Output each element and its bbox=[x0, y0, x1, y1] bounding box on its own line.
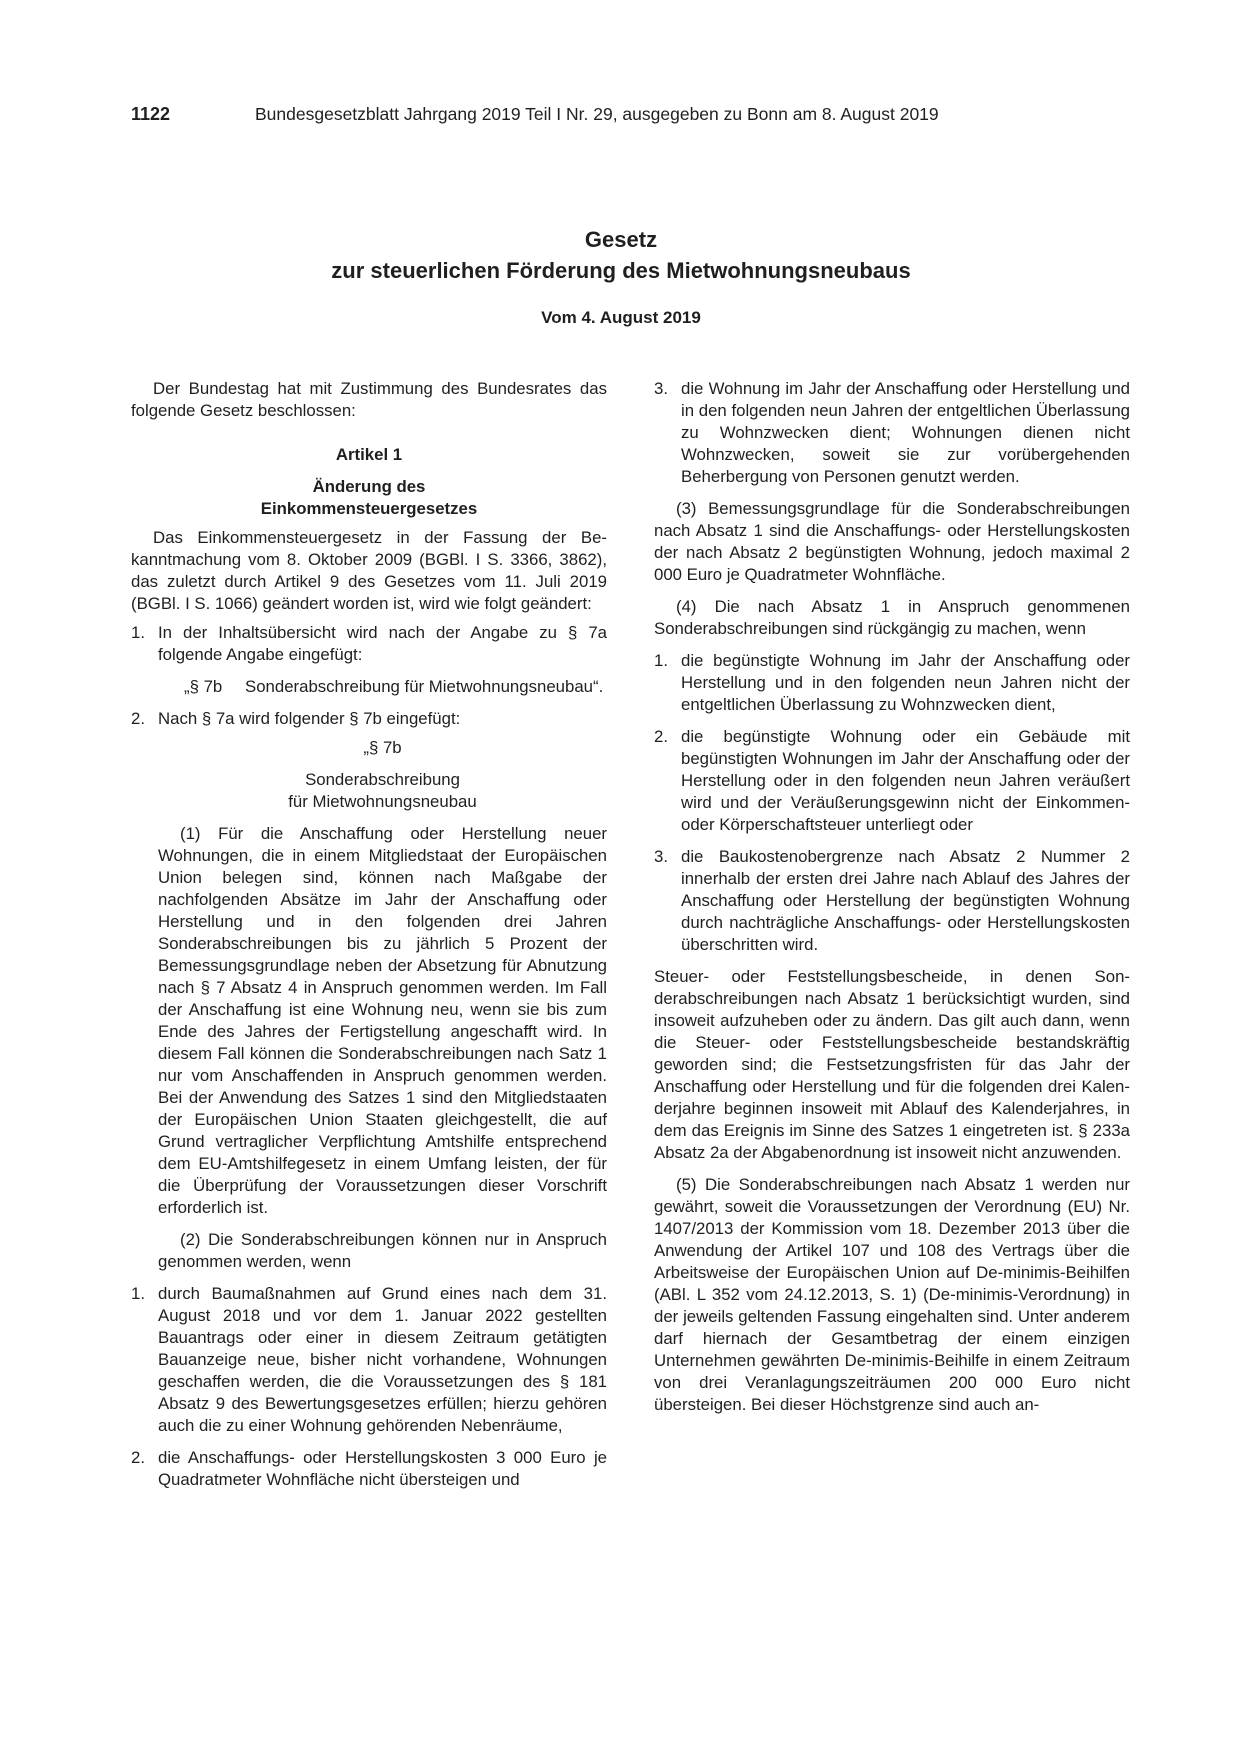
item-number: 1. bbox=[654, 651, 668, 670]
law-title: Gesetz bbox=[584, 227, 658, 252]
section-title-line2: für Mietwohnungsneubau bbox=[288, 792, 477, 811]
section-absatz-3: (3) Bemessungsgrundlage für die Sonderabschreibungen nach Absatz 1 sind die Anschaffungs- oder Herstellungskosten der nach Absatz 2 begünstigten Wohnung, jedoch maximal 2 000 Euro je Quadratmeter Wohnfläche. bbox=[654, 499, 1130, 584]
item-number: 3. bbox=[654, 847, 668, 866]
inserted-section bbox=[158, 737, 607, 1273]
item-number: 1. bbox=[131, 1284, 145, 1303]
article-title-line1: Änderung des bbox=[312, 477, 426, 496]
absatz-2-item-3 bbox=[654, 378, 1130, 488]
right-column bbox=[654, 378, 1130, 1416]
toc-quote-text: Sonderabschreibung für Mietwohnungsneubau“. bbox=[245, 677, 604, 696]
item-number: 2. bbox=[131, 1448, 145, 1467]
section-absatz-1: (1) Für die Anschaffung oder Herstellung neuer Wohnungen, die in einem Mitgliedstaat der Europäischen Union belegen sind, können nach Maßgabe der nachfolgenden Absätze im Jahr der Anschaffung oder Herstellung und in den folgenden drei Jahren Sonderabschreibungen bis zu jährlich 5 Prozent der Bemessungsgrundlage neben der Absetzung für Abnutzung nach § 7 Absatz 4 in Anspruch genommen werden. Im Fall der Anschaffung ist eine Wohnung neu, wenn sie bis zum Ende des Jahres der Fertigstellung angeschafft wird. In diesem Fall können die Sonderabschreibungen nach Satz 1 nur vom Anschaffenden in Anspruch genommen werden. Bei der Anwendung des Satzes 1 sind den Mitgliedstaaten der Europäischen Union Staaten gleichgestellt, die auf Grund vertraglicher Verpflichtung Amtshilfe entsprechend dem EU-Amtshilfegesetz in einem Umfang leisten, der für die Überprüfung der Voraussetzungen dieser Vorschrift erforderlich ist. bbox=[158, 824, 607, 1217]
item-number: 3. bbox=[654, 379, 668, 398]
item-number: 1. bbox=[131, 623, 145, 642]
item-text: die Anschaffungs- oder Herstellungskosten 3 000 Euro je Quadratmeter Wohnfläche nicht übersteigen und bbox=[158, 1448, 607, 1489]
title-block bbox=[131, 224, 1111, 330]
toc-quote-entry bbox=[184, 676, 607, 698]
section-absatz-4: (4) Die nach Absatz 1 in Anspruch genommenen Sonderabschreibungen sind rückgängig zu machen, wenn bbox=[654, 597, 1130, 638]
law-subtitle: zur steuerlichen Förderung des Mietwohnungsneubaus bbox=[331, 258, 911, 283]
section-title-line1: Sonderabschreibung bbox=[305, 770, 460, 789]
absatz-4-item-1 bbox=[654, 650, 1130, 716]
amendment-intro: Das Einkommensteuergesetz in der Fassung der Bekanntmachung vom 8. Oktober 2009 (BGBl. I S. 3366, 3862), das zuletzt durch Artikel 9 des Gesetzes vom 11. Juli 2019 (BGBl. I S. 1066) geändert worden ist, wird wie folgt geändert: bbox=[131, 528, 607, 613]
section-absatz-5: (5) Die Sonderabschreibungen nach Absatz 1 werden nur gewährt, soweit die Voraussetzungen der Verordnung (EU) Nr. 1407/2013 der Kommission vom 18. Dezember 2013 über die Anwendung der Artikel 107 und 108 des Vertrags über die Arbeitsweise der Europäischen Union auf De-minimis-Beihilfen (ABl. L 352 vom 24.12.2013, S. 1) (De-minimis-Verordnung) in der jeweils geltenden Fassung eingehalten sind. Unter anderem darf hiernach der Gesamtbetrag der einem einzigen Unternehmen gewährten De-minimis-Beihilfe in einem Zeitraum von drei Veranlagungszeiträumen 200 000 Euro nicht übersteigen. Bei dieser Höchstgrenze sind auch an- bbox=[654, 1175, 1130, 1414]
amendment-item-2 bbox=[131, 708, 607, 730]
toc-insertion bbox=[158, 676, 607, 698]
section-absatz-2: (2) Die Sonderabschreibungen können nur in Anspruch genommen werden, wenn bbox=[158, 1230, 607, 1271]
item-text: die Baukostenobergrenze nach Absatz 2 Nummer 2 innerhalb der ersten drei Jahre nach Ablauf des Jahres der Anschaffung oder Herstellung der begünstigten Wohnung durch nachträgliche Anschaffungs- oder Herstellungskosten überschritten wird. bbox=[681, 847, 1130, 954]
article-label: Artikel 1 bbox=[335, 445, 403, 464]
item-text: Nach § 7a wird folgender § 7b eingefügt: bbox=[158, 709, 461, 728]
page-header bbox=[131, 100, 1111, 128]
absatz-4-closing: Steuer- oder Feststellungsbescheide, in denen Sonderabschreibungen nach Absatz 1 berücksichtigt wurden, sind insoweit aufzuheben oder zu ändern. Das gilt auch dann, wenn die Steuer- oder Feststellungsbescheide bestandskräftig geworden sind; die Festsetzungsfristen für das Jahr der Anschaffung oder Herstellung und für die folgenden drei Kalenderjahre beginnen insoweit mit Ablauf des Kalenderjahres, in dem das Ereignis im Sinne des Satzes 1 eingetreten ist. § 233a Absatz 2a der Abgabenordnung ist insoweit nicht anzuwenden. bbox=[654, 967, 1130, 1162]
item-number: 2. bbox=[654, 727, 668, 746]
item-text: die begünstigte Wohnung im Jahr der Anschaffung oder Herstellung und in den folgenden neun Jahren nicht der entgeltlichen Überlassung zu Wohnzwecken dient, bbox=[681, 651, 1130, 714]
item-text: die Wohnung im Jahr der Anschaffung oder Herstellung und in den folgenden neun Jahren der entgeltlichen Überlassung zu Wohnzwecken dient; Wohnungen dienen nicht Wohnzwecken, soweit sie zur vorübergehenden Beherbergung von Personen genutzt werden. bbox=[681, 379, 1130, 486]
item-number: 2. bbox=[131, 709, 145, 728]
absatz-2-item-1 bbox=[131, 1283, 607, 1437]
item-text: durch Baumaßnahmen auf Grund eines nach dem 31. August 2018 und vor dem 1. Januar 2022 gestellten Bauantrags oder einer in diesem Zeitraum getätigten Bauanzeige neue, bisher nicht vorhandene, Wohnungen geschaffen werden, die die Voraussetzungen des § 181 Absatz 9 des Bewertungsgesetzes erfüllen; hierzu gehören auch die zu einer Wohnung gehörenden Nebenräume, bbox=[158, 1284, 607, 1435]
amendment-item-1 bbox=[131, 622, 607, 666]
section-label: „§ 7b bbox=[363, 738, 402, 757]
preamble: Der Bundestag hat mit Zustimmung des Bundesrates das folgende Gesetz beschlossen: bbox=[131, 379, 607, 420]
law-date: Vom 4. August 2019 bbox=[541, 308, 701, 327]
running-head: Bundesgesetzblatt Jahrgang 2019 Teil I Nr. 29, ausgegeben zu Bonn am 8. August 2019 bbox=[255, 104, 939, 124]
item-text: die begünstigte Wohnung oder ein Gebäude mit begünstigten Wohnungen im Jahr der Anschaffung oder der Herstellung oder in den folgenden neun Jahren veräußert wird und der Veräußerungsgewinn nicht der Einkommen- oder Körperschaftsteuer unterliegt oder bbox=[681, 727, 1130, 834]
item-text: In der Inhaltsübersicht wird nach der Angabe zu § 7a folgende Angabe eingefügt: bbox=[158, 623, 607, 664]
absatz-2-item-2 bbox=[131, 1447, 607, 1491]
absatz-4-item-3 bbox=[654, 846, 1130, 956]
absatz-4-item-2 bbox=[654, 726, 1130, 836]
article-title-line2: Einkommensteuergesetzes bbox=[260, 499, 478, 518]
left-column bbox=[131, 378, 607, 1491]
page-number: 1122 bbox=[131, 104, 171, 124]
toc-quote-label: „§ 7b bbox=[184, 677, 223, 696]
